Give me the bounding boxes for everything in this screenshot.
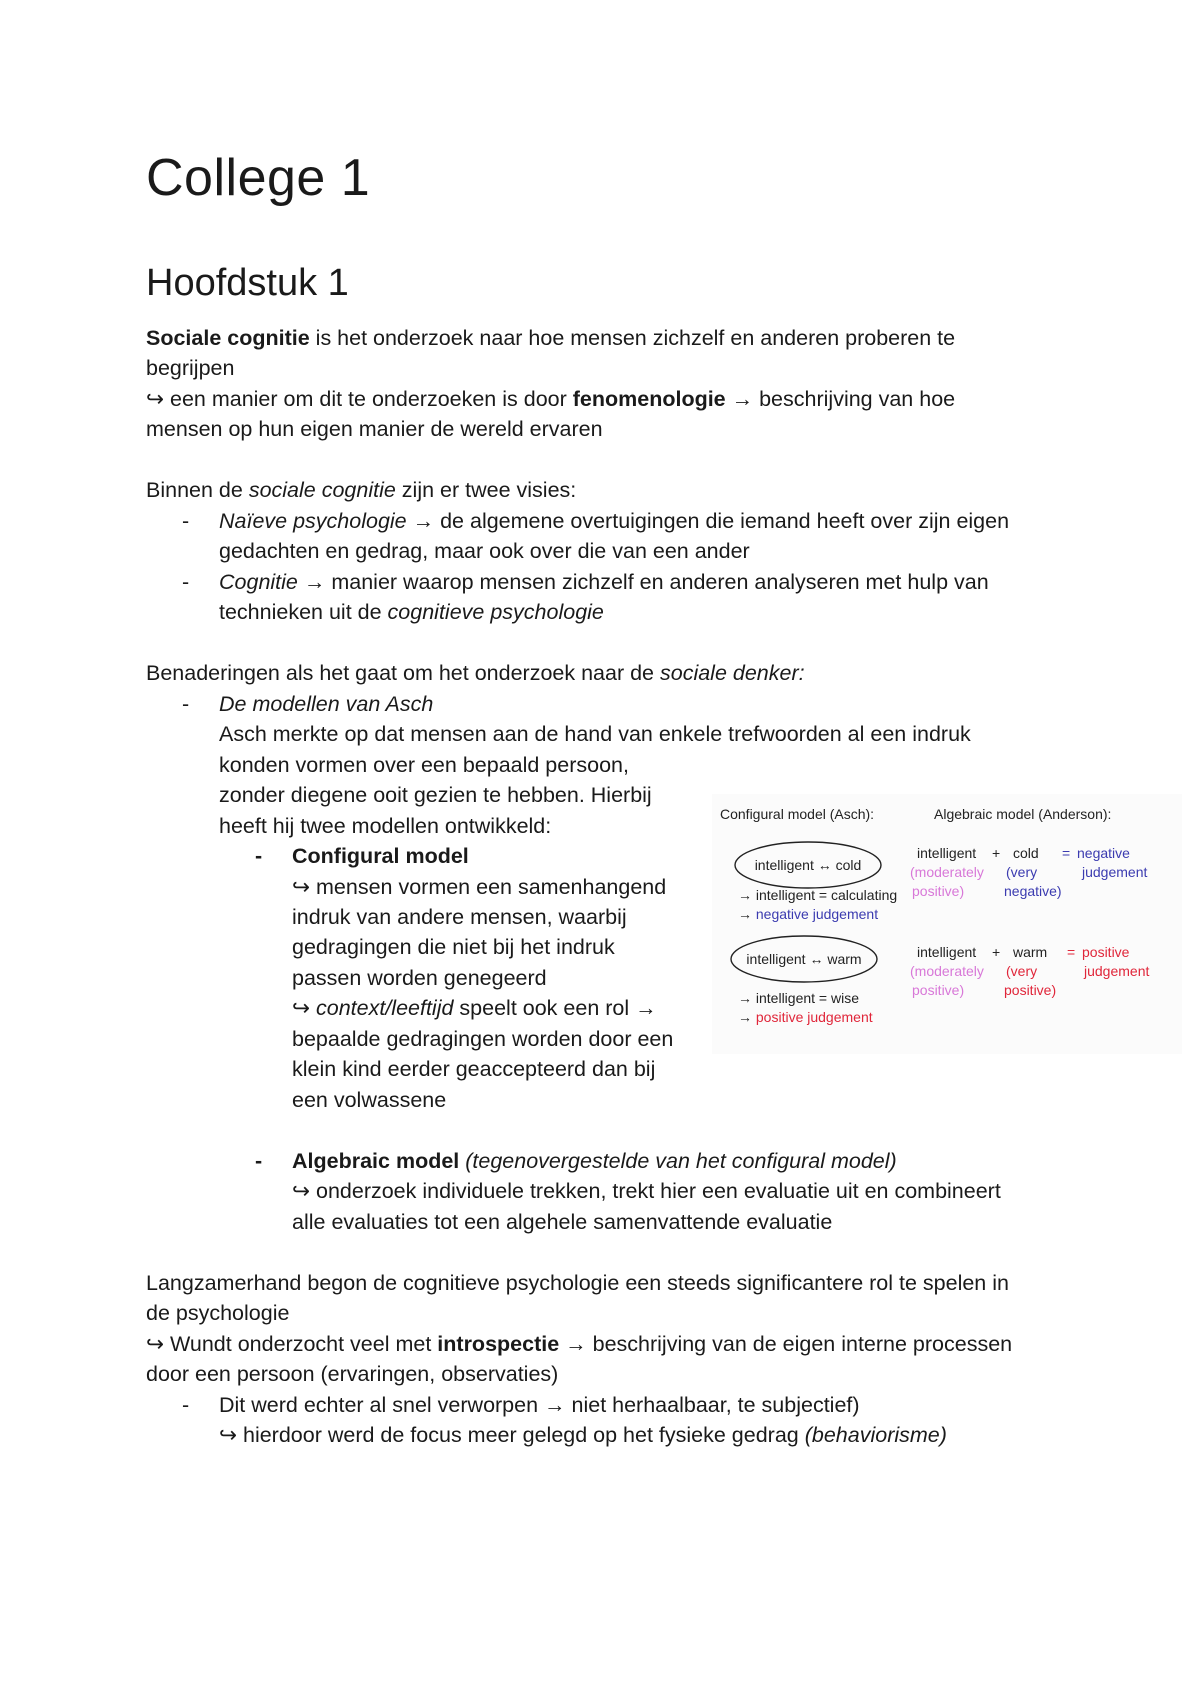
configural-line-7: klein kind eerder geaccepteerd dan bij <box>292 1057 656 1081</box>
algebraic-title: Algebraic model (tegenovergestelde van het configural model) <box>292 1149 897 1173</box>
benaderingen-intro: Benaderingen als het gaat om het onderzoek naar de sociale denker: <box>146 661 805 685</box>
configural-line-5: ↪ context/leeftijd speelt ook een rol → <box>292 996 657 1020</box>
cognitief-item-1: Dit werd echter al snel verworpen → niet herhaalbaar, te subjectief) <box>219 1393 860 1417</box>
oval-warm-label: intelligent ↔ warm <box>746 951 862 967</box>
configural-title: Configural model <box>292 844 469 868</box>
alg2-mod1: (moderately <box>910 963 984 979</box>
asch-line-3: zonder diegene ooit gezien te hebben. Hierbij <box>219 783 652 807</box>
alg2-plus: + <box>992 944 1001 960</box>
page-title: College 1 <box>146 149 371 207</box>
asch-line-4: heeft hij twee modellen ontwikkeld: <box>219 814 552 838</box>
alg1-mod1: (moderately <box>910 864 984 880</box>
hook-arrow-icon: ↪ <box>146 1332 165 1356</box>
intro-line-1: Sociale cognitie is het onderzoek naar hoe mensen zichzelf en anderen proberen te <box>146 326 956 350</box>
configural-line-3: gedragingen die niet bij het indruk <box>292 935 615 959</box>
alg1-plus: + <box>992 845 1001 861</box>
list-dash: - <box>255 844 263 868</box>
configural-line-6: bepaalde gedragingen worden door een <box>292 1027 674 1051</box>
alg2-very2: positive) <box>1004 982 1057 998</box>
visie-item-2: Cognitie → manier waarop mensen zichzelf en anderen analyseren met hulp van <box>219 570 989 594</box>
warm-inference: → intelligent = wise <box>738 990 860 1006</box>
cognitief-line-3: ↪ Wundt onderzocht veel met introspectie → beschrijving van de eigen interne processen <box>146 1332 1013 1356</box>
visies-intro: Binnen de sociale cognitie zijn er twee visies: <box>146 478 577 502</box>
alg1-word2: cold <box>1013 845 1039 861</box>
cognitief-item-2: ↪ hierdoor werd de focus meer gelegd op het fysieke gedrag (behaviorisme) <box>219 1423 947 1447</box>
cognitief-line-1: Langzamerhand begon de cognitieve psychologie een steeds significantere rol te spelen in <box>146 1271 1009 1295</box>
visie-item-1-cont: gedachten en gedrag, maar ook over die van een ander <box>219 539 750 563</box>
list-dash: - <box>182 1393 190 1417</box>
algebraic-line-1: ↪ onderzoek individuele trekken, trekt hier een evaluatie uit en combineert <box>292 1179 1001 1203</box>
configural-line-8: een volwassene <box>292 1088 447 1112</box>
cold-judgement: → negative judgement <box>738 906 879 922</box>
alg2-judgement: judgement <box>1084 963 1150 979</box>
algebraic-header: Algebraic model (Anderson): <box>934 806 1112 822</box>
list-dash: - <box>182 509 190 533</box>
oval-cold-label: intelligent ↔ cold <box>754 857 862 873</box>
intro-line-4: mensen op hun eigen manier de wereld ervaren <box>146 417 603 441</box>
alg1-very2: negative) <box>1004 883 1062 899</box>
alg2-eq: = <box>1067 944 1076 960</box>
cognitief-line-4: door een persoon (ervaringen, observaties) <box>146 1362 559 1386</box>
configural-line-1: ↪ mensen vormen een samenhangend <box>292 875 667 899</box>
list-dash: - <box>255 1149 263 1173</box>
alg1-very1: (very <box>1006 864 1038 880</box>
chapter-heading: Hoofdstuk 1 <box>146 262 349 304</box>
cognitief-line-2: de psychologie <box>146 1301 290 1325</box>
intro-line-3: ↪ een manier om dit te onderzoeken is door fenomenologie → beschrijving van hoe <box>146 387 956 411</box>
list-dash: - <box>182 692 190 716</box>
asch-line-1: Asch merkte op dat mensen aan de hand van enkele trefwoorden al een indruk <box>219 722 971 746</box>
configural-line-2: indruk van andere mensen, waarbij <box>292 905 627 929</box>
alg1-result: negative <box>1077 845 1130 861</box>
hook-arrow-icon: ↪ <box>292 1179 311 1203</box>
configural-header: Configural model (Asch): <box>720 806 875 822</box>
asch-line-2: konden vormen over een bepaald persoon, <box>219 753 629 777</box>
visie-item-2-cont: technieken uit de cognitieve psychologie <box>219 600 604 624</box>
alg1-mod2: positive) <box>912 883 965 899</box>
warm-judgement: → positive judgement <box>738 1009 873 1025</box>
hook-arrow-icon: ↪ <box>219 1423 238 1447</box>
asch-title: De modellen van Asch <box>219 692 434 716</box>
visie-item-1: Naïeve psychologie → de algemene overtuigingen die iemand heeft over zijn eigen <box>219 509 1010 533</box>
alg2-very1: (very <box>1006 963 1038 979</box>
alg2-word1: intelligent <box>917 944 977 960</box>
alg2-mod2: positive) <box>912 982 965 998</box>
configural-line-4: passen worden genegeerd <box>292 966 547 990</box>
models-figure <box>712 794 1182 1054</box>
models-diagram <box>712 794 1182 1054</box>
hook-arrow-icon: ↪ <box>146 387 165 411</box>
intro-line-2: begrijpen <box>146 356 235 380</box>
hook-arrow-icon: ↪ <box>292 875 311 899</box>
hook-arrow-icon: ↪ <box>292 996 311 1020</box>
algebraic-line-2: alle evaluaties tot een algehele samenvattende evaluatie <box>292 1210 833 1234</box>
list-dash: - <box>182 570 190 594</box>
alg2-result: positive <box>1082 944 1130 960</box>
alg2-word2: warm <box>1013 944 1048 960</box>
cold-inference: → intelligent = calculating <box>738 887 898 903</box>
alg1-word1: intelligent <box>917 845 977 861</box>
alg1-judgement: judgement <box>1082 864 1148 880</box>
alg1-eq: = <box>1062 845 1071 861</box>
